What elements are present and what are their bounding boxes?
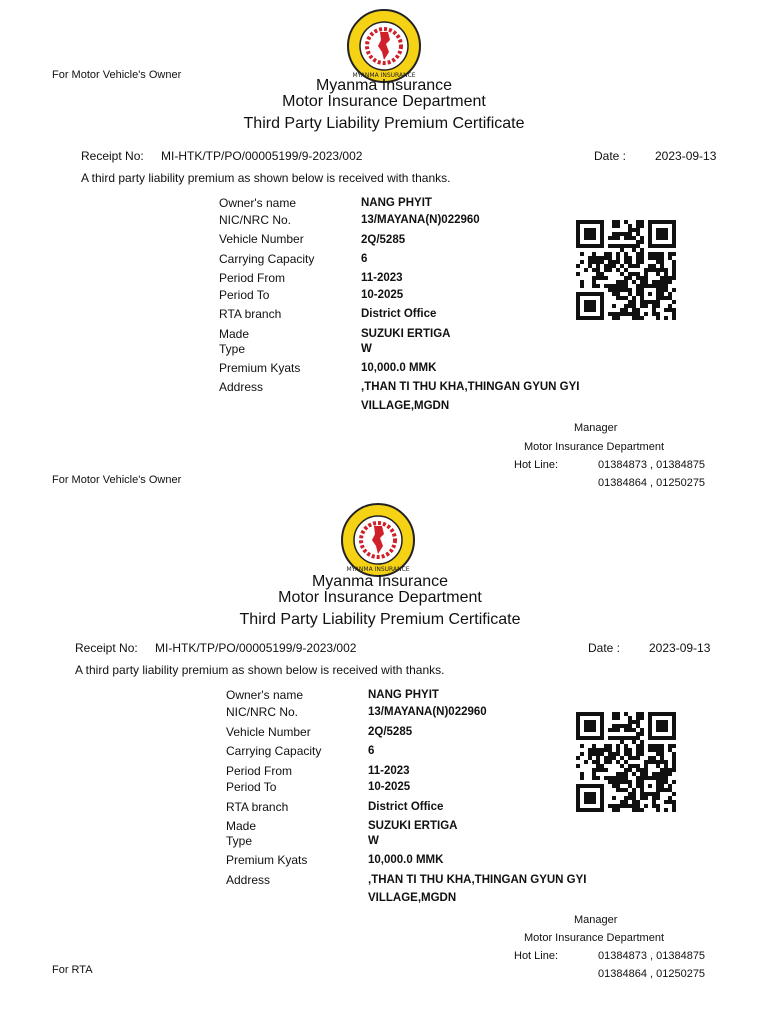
field-label: Carrying Capacity	[226, 744, 322, 758]
org-name: Myanma Insurance	[315, 77, 453, 94]
bottom-copy-label: For RTA	[52, 964, 93, 976]
manager-label: Manager	[574, 422, 618, 434]
date-value: 2023-09-13	[649, 641, 711, 655]
field-value: 6	[368, 745, 375, 757]
receipt-number: MI-HTK/TP/PO/00005199/9-2023/002	[155, 641, 357, 655]
field-label: Premium Kyats	[219, 361, 301, 375]
hotline-label: Hot Line:	[514, 459, 559, 471]
intro-text: A third party liability premium as shown below is received with thanks.	[75, 663, 445, 677]
field-value: District Office	[361, 308, 437, 320]
field-value: NANG PHYIT	[368, 689, 439, 701]
date-value: 2023-09-13	[655, 149, 717, 163]
field-value: 10-2025	[368, 781, 411, 793]
field-label: NIC/NRC No.	[226, 705, 299, 719]
field-label: Type	[219, 342, 246, 356]
hotline-label: Hot Line:	[514, 950, 559, 962]
field-value: NANG PHYIT	[361, 197, 432, 209]
footer-department: Motor Insurance Department	[524, 932, 665, 944]
field-label: Owner's name	[226, 688, 303, 702]
field-value: 2Q/5285	[368, 726, 413, 738]
field-label: RTA branch	[219, 307, 282, 321]
manager-label: Manager	[574, 914, 618, 926]
field-value: SUZUKI ERTIGA	[361, 328, 451, 340]
field-value: 13/MAYANA(N)022960	[368, 706, 487, 718]
certificate-title: Third Party Liability Premium Certificate	[239, 611, 521, 628]
seal-text: MYANMA INSURANCE	[352, 72, 416, 79]
field-value: 10,000.0 MMK	[368, 854, 444, 866]
field-label: Vehicle Number	[219, 232, 304, 246]
field-label: Period From	[226, 764, 293, 778]
field-label: Address	[226, 873, 271, 887]
field-value: 13/MAYANA(N)022960	[361, 214, 480, 226]
field-value: 2Q/5285	[361, 234, 406, 246]
address-line-2: VILLAGE,MGDN	[368, 892, 457, 904]
hotline-numbers-2: 01384864 , 01250275	[598, 968, 706, 980]
hotline-numbers-2: 01384864 , 01250275	[598, 477, 706, 489]
field-label: Premium Kyats	[226, 853, 308, 867]
footer-department: Motor Insurance Department	[524, 441, 665, 453]
seal-logo	[346, 8, 422, 84]
receipt-label: Receipt No:	[81, 149, 144, 163]
field-label: Made	[226, 819, 257, 833]
field-value: District Office	[368, 801, 444, 813]
date-label: Date :	[594, 149, 627, 163]
qr-code	[575, 712, 677, 812]
field-label: Vehicle Number	[226, 725, 311, 739]
field-value: SUZUKI ERTIGA	[368, 820, 458, 832]
field-value: W	[361, 343, 372, 355]
hotline-numbers-1: 01384873 , 01384875	[598, 459, 706, 471]
field-value: ,THAN TI THU KHA,THINGAN GYUN GYI	[368, 874, 587, 886]
field-value: 6	[361, 253, 368, 265]
certificate-title: Third Party Liability Premium Certificate	[243, 115, 525, 132]
seal-text: MYANMA INSURANCE	[346, 566, 410, 573]
copy-label: For Motor Vehicle's Owner	[52, 474, 182, 486]
receipt-label: Receipt No:	[75, 641, 138, 655]
field-value: 10-2025	[361, 289, 404, 301]
field-value: 10,000.0 MMK	[361, 362, 437, 374]
field-value: ,THAN TI THU KHA,THINGAN GYUN GYI	[361, 381, 580, 393]
qr-code	[575, 220, 677, 320]
intro-text: A third party liability premium as shown below is received with thanks.	[81, 171, 451, 185]
field-label: Type	[226, 834, 253, 848]
address-line-2: VILLAGE,MGDN	[361, 400, 450, 412]
hotline-numbers-1: 01384873 , 01384875	[598, 950, 706, 962]
field-value: 11-2023	[368, 765, 410, 777]
department-name: Motor Insurance Department	[282, 93, 486, 110]
field-value: 11-2023	[361, 272, 403, 284]
field-label: Made	[219, 327, 250, 341]
field-label: Period To	[226, 780, 277, 794]
seal-logo	[340, 502, 416, 578]
field-label: Period To	[219, 288, 270, 302]
date-label: Date :	[588, 641, 621, 655]
field-label: Carrying Capacity	[219, 252, 315, 266]
field-value: W	[368, 835, 379, 847]
department-name: Motor Insurance Department	[278, 589, 482, 606]
org-name: Myanma Insurance	[311, 573, 449, 590]
receipt-number: MI-HTK/TP/PO/00005199/9-2023/002	[161, 149, 363, 163]
copy-label: For Motor Vehicle's Owner	[52, 69, 182, 81]
field-label: NIC/NRC No.	[219, 213, 292, 227]
field-label: Owner's name	[219, 196, 296, 210]
field-label: RTA branch	[226, 800, 289, 814]
field-label: Address	[219, 380, 264, 394]
field-label: Period From	[219, 271, 286, 285]
